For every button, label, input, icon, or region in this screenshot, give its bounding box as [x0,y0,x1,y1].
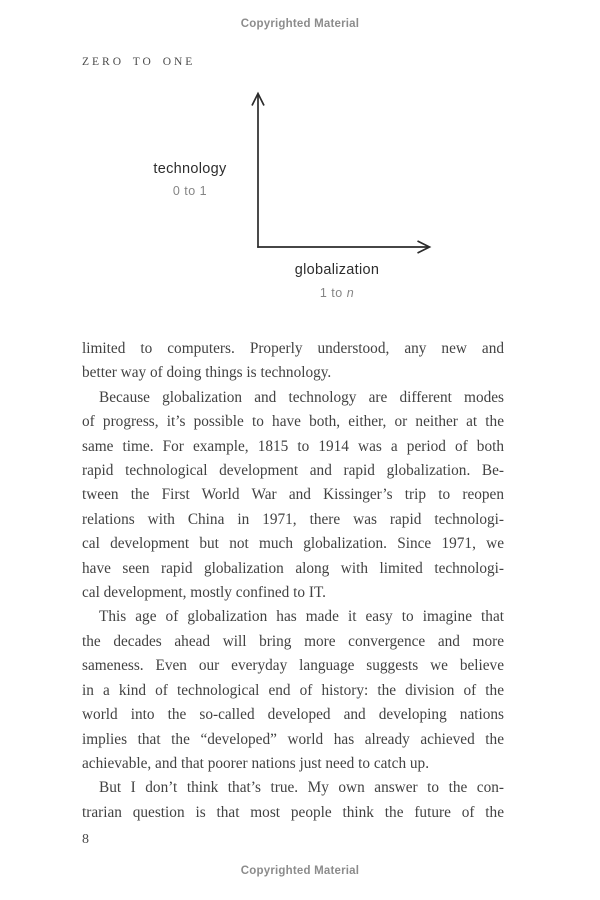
body-line: have seen rapid globalization along with limited technologi- [82,559,504,577]
x-axis-sublabel-prefix: 1 to [319,286,347,300]
body-text [82,337,504,825]
body-line: the decades ahead will bring more convergence and more [82,632,504,650]
body-line: implies that the “developed” world has already achieved the [82,730,504,748]
body-line: world into the so-called developed and developing nations [82,706,504,724]
y-axis-label: technology [153,161,227,177]
body-line: Because globalization and technology are different modes [99,388,504,406]
x-axis-label: globalization [294,262,380,278]
body-line: limited to computers. Properly understood, any new and [82,340,504,357]
copyright-banner-top: Copyrighted Material [240,18,360,30]
copyright-banner-bottom: Copyrighted Material [240,865,360,877]
body-line: rapid technological development and rapid globalization. Be- [82,462,504,480]
body-line: better way of doing things is technology. [82,364,332,382]
body-line: This age of globalization has made it easy to imagine that [99,608,504,626]
body-line: in a kind of technological end of history: the division of the [82,681,504,699]
body-line: same time. For example, 1815 to 1914 was a period of both [82,437,504,455]
axes-diagram [240,86,440,258]
body-line: sameness. Even our everyday language suggests we believe [82,657,504,675]
page-number: 8 [82,832,89,847]
body-line: of progress, it’s possible to have both, either, or neither at the [82,413,504,431]
body-line: trarian question is that most people think the future of the [82,803,504,821]
y-axis-sublabel: 0 to 1 [172,184,208,198]
body-line: tween the First World War and Kissinger’s trip to reopen [82,486,504,504]
body-line: cal development, mostly confined to IT. [82,584,326,602]
x-axis-sublabel-variable: n [346,286,355,300]
x-axis-sublabel [282,286,392,300]
running-header: ZERO TO ONE [82,56,196,68]
body-line: cal development but not much globalization. Since 1971, we [82,535,504,553]
body-line: achievable, and that poorer nations just need to catch up. [82,754,430,772]
body-line: But I don’t think that’s true. My own answer to the con- [99,779,504,797]
body-line: relations with China in 1971, there was rapid technologi- [82,510,504,528]
